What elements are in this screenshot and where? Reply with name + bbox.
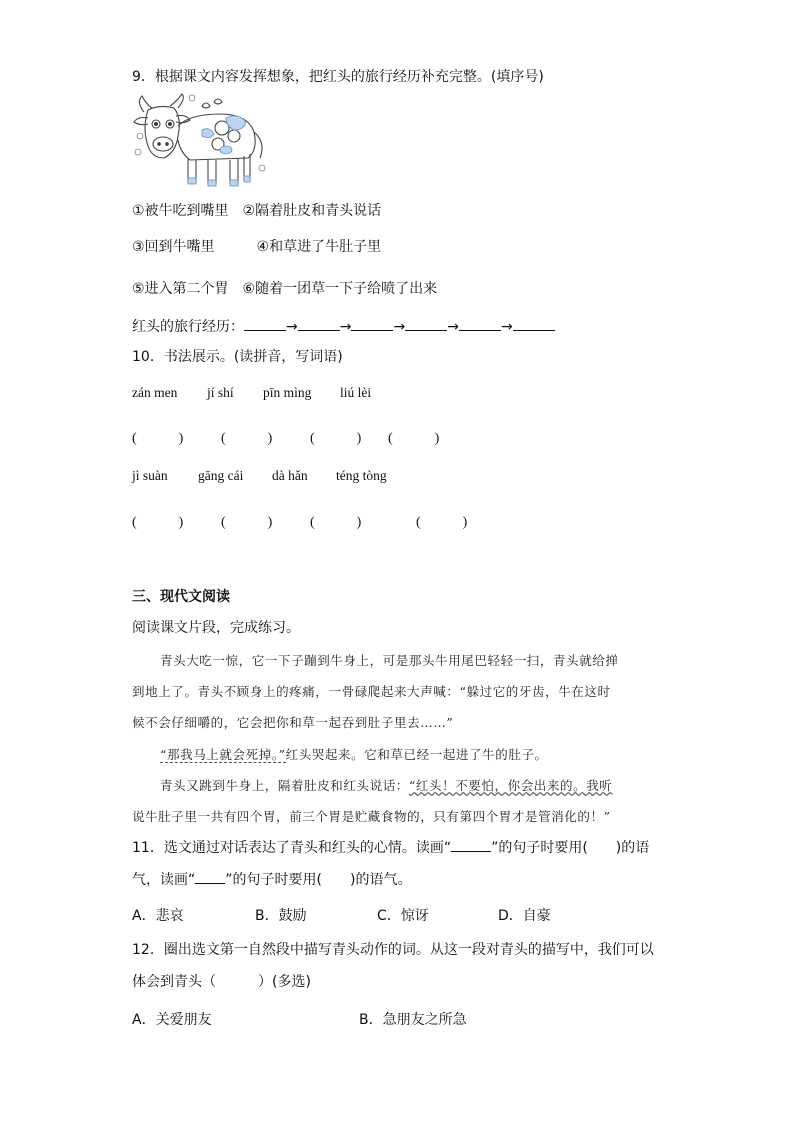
pinyin: pīn mìng — [263, 385, 312, 400]
arrow: → — [286, 319, 298, 335]
answer-paren[interactable]: ( ) — [132, 431, 184, 446]
passage-line — [160, 745, 548, 763]
q11-text: 11．选文通过对话表达了青头和红头的心情。读画“ — [132, 840, 452, 856]
q9-title: 9．根据课文内容发挥想象，把红头的旅行经历补充完整。(填序号) — [132, 69, 544, 85]
option-c[interactable]: C．惊讶 — [377, 908, 429, 924]
pinyin: liú lèi — [340, 385, 372, 400]
answer-paren[interactable]: ( ) — [310, 515, 362, 530]
answer-paren[interactable]: ( ) — [388, 431, 440, 446]
passage-line: 说牛肚子里一共有四个胃，前三个胃是贮藏食物的，只有第四个胃才是管消化的！” — [132, 809, 611, 824]
option-a[interactable]: A．关爱朋友 — [132, 1012, 212, 1028]
answer-paren[interactable]: ( ) — [221, 431, 273, 446]
answer-paren[interactable]: ( ) — [221, 515, 273, 530]
arrow: → — [393, 319, 406, 335]
answer-paren[interactable]: ( ) — [310, 431, 362, 446]
q11-text: ”的句子时要用( )的语气。 — [225, 872, 412, 888]
answer-blank[interactable] — [513, 317, 555, 331]
cow-illustration — [130, 92, 275, 190]
q12-line1: 12．圈出选文第一自然段中描写青头动作的词。从这一段对青头的描写中，我们可以 — [132, 942, 654, 958]
arrow: → — [339, 319, 352, 335]
q9-journey-line — [132, 317, 555, 336]
q11-line1 — [132, 838, 649, 857]
pinyin: jí shí — [207, 385, 234, 400]
option-b[interactable]: B．鼓励 — [255, 908, 307, 924]
journey-label: 红头的旅行经历： — [132, 319, 244, 335]
passage-line — [160, 776, 612, 794]
option-a[interactable]: A．悲哀 — [132, 908, 184, 924]
answer-paren[interactable]: ( ) — [416, 515, 468, 530]
q11-text: ”的句子时要用( )的语 — [491, 840, 650, 856]
arrow: → — [447, 319, 459, 335]
answer-paren[interactable]: ( ) — [132, 515, 184, 530]
q12-line2: 体会到青头（ ）(多选) — [132, 974, 311, 990]
q11-line2 — [132, 870, 411, 889]
passage-line: 青头大吃一惊，它一下子蹦到牛身上，可是那头牛用尾巴轻轻一扫，青头就给掸 — [160, 653, 619, 668]
answer-blank[interactable] — [405, 317, 447, 331]
pinyin: jì suàn — [132, 468, 168, 483]
passage-text: 红头哭起来。它和草已经一起进了牛的肚子。 — [285, 747, 548, 762]
q9-options-row1: ①被牛吃到嘴里 ②隔着肚皮和青头说话 — [132, 203, 382, 219]
q11-text: 气，读画“ — [132, 872, 196, 888]
section-heading: 三、现代文阅读 — [132, 589, 230, 605]
q9-options-row2: ③回到牛嘴里 ④和草进了牛肚子里 — [132, 239, 382, 255]
option-b[interactable]: B．急朋友之所急 — [359, 1012, 467, 1028]
wavy-quote: “红头！不要怕，你会出来的。我听 — [408, 778, 613, 793]
answer-blank[interactable] — [298, 317, 340, 331]
pinyin: zán men — [132, 385, 178, 400]
passage-line: 到地上了。青头不顾身上的疼痛，一骨碌爬起来大声喊：“躲过它的牙齿，牛在这时 — [132, 684, 611, 699]
answer-blank[interactable] — [244, 317, 286, 331]
pinyin: téng tòng — [336, 468, 387, 483]
passage-line: 候不会仔细嚼的，它会把你和草一起吞到肚子里去……” — [132, 715, 454, 730]
dashed-quote: “那我马上就会死掉。” — [160, 747, 286, 762]
answer-blank[interactable] — [351, 317, 393, 331]
q10-title: 10．书法展示。(读拼音，写词语) — [132, 349, 343, 365]
pinyin: gāng cái — [198, 468, 244, 483]
q9-options-row3: ⑤进入第二个胃 ⑥随着一团草一下子给喷了出来 — [132, 281, 438, 297]
passage-text: 青头又跳到牛身上，隔着肚皮和红头说话： — [160, 778, 409, 793]
answer-blank[interactable] — [459, 317, 501, 331]
pinyin: dà hǎn — [272, 468, 308, 483]
option-d[interactable]: D．自豪 — [498, 908, 551, 924]
dashed-line-sample — [195, 870, 225, 884]
arrow: → — [500, 319, 513, 335]
wavy-line-sample — [451, 838, 491, 852]
section-instruction: 阅读课文片段，完成练习。 — [132, 620, 300, 636]
